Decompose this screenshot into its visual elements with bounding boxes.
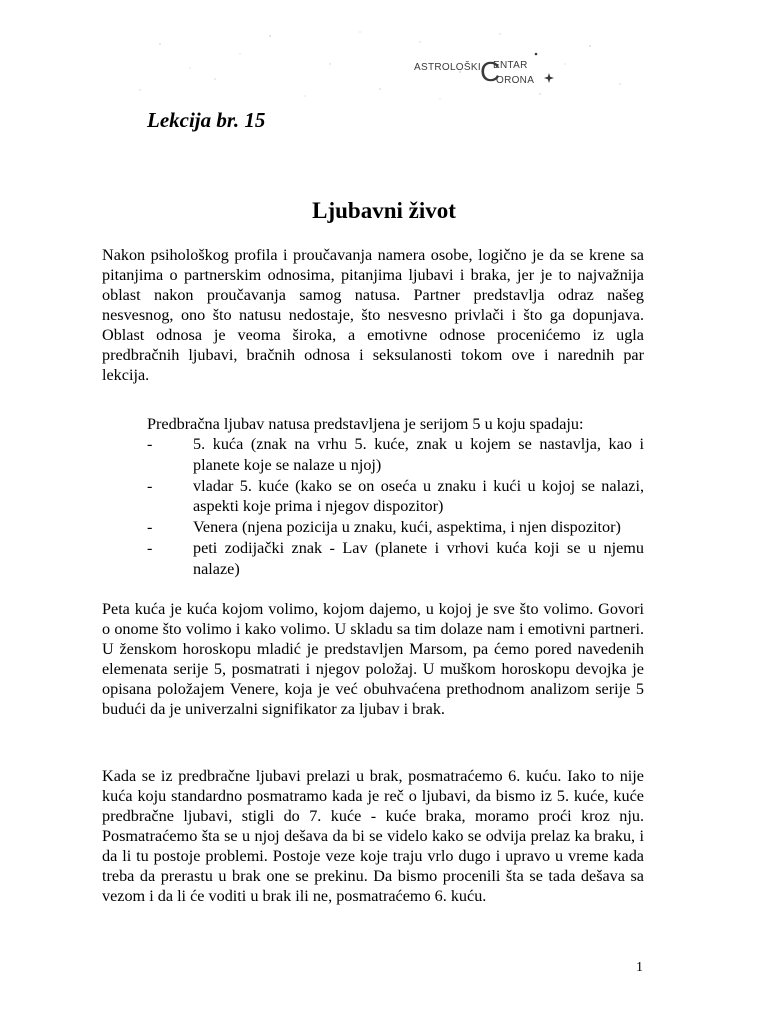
lesson-label: Lekcija br. 15 bbox=[147, 108, 266, 132]
list-item bbox=[147, 538, 644, 580]
list-item-text: 5. kuća (znak na vrhu 5. kuće, znak u kojem se nastavlja, kao i planete koje se nalaze u njoj) bbox=[193, 435, 644, 474]
list-dash: - bbox=[147, 538, 153, 557]
list-dash: - bbox=[147, 518, 153, 537]
paragraph-intro: Nakon psihološkog profila i proučavanja namera osobe, logično je da se krene sa pitanjima o partnerskim odnosima, pitanjima ljubavi i braka, jer je to najvažnija oblast nakon proučavanja samog natusa. Partner predstavlja odraz našeg nesvesnog, ono što natusu nedostaje, što nesvesno privlači i što ga dopunjava. Oblast odnosa je veoma široka, a emotivne odnose procenićemo iz ugla predbračnih ljubavi, bračnih odnosa i seksulanosti tokom ove i narednih par lekcija. bbox=[102, 246, 644, 384]
logo-text-entar: ENTAR bbox=[493, 60, 528, 71]
page-number: 1 bbox=[636, 960, 643, 975]
list-item bbox=[147, 434, 644, 476]
logo-text-orona: ORONA bbox=[496, 75, 535, 86]
logo-big-letter: C bbox=[480, 56, 501, 87]
list-intro: Predbračna ljubav natusa predstavljena je serijom 5 u koju spadaju: bbox=[147, 415, 584, 433]
logo-text-astroloski: ASTROLOŠKI bbox=[414, 62, 481, 73]
star-field-decoration bbox=[120, 24, 648, 106]
list-dash: - bbox=[147, 476, 153, 495]
list-item-text: vladar 5. kuće (kako se on oseća u znaku i kući u kojoj se nalazi, aspekti koje prima i njegov dispozitor) bbox=[193, 476, 644, 516]
list-item-text: Venera (njena pozicija u znaku, kući, aspektima, i njen dispozitor) bbox=[193, 518, 621, 537]
list-item bbox=[147, 476, 644, 518]
paragraph-sixth-house: Kada se iz predbračne ljubavi prelazi u brak, posmatraćemo 6. kuću. Iako to nije kuća koju standardno posmatramo kada je reč o ljubavi, da bismo iz 5. kuće, kuće predbračne ljubavi, stigli do 7. kuće - kuće braka, moramo proći kroz nju. Posmatraćemo šta se u njoj dešava da bi se videlo kako se odvija prelaz ka braku, i da li tu postoje problemi. Postoje veze koje traju vrlo dugo i upravo u vreme kada treba da prerastu u brak one se prekinu. Da bismo procenili šta se tada dešava sa vezom i da li će voditi u brak ili ne, posmatraćemo 6. kuću. bbox=[102, 767, 644, 905]
astroloski-centar-corona-logo bbox=[414, 58, 564, 108]
header-banner bbox=[120, 24, 648, 106]
list-item bbox=[147, 517, 644, 538]
page-title: Ljubavni život bbox=[312, 198, 456, 223]
series-5-list bbox=[147, 434, 644, 580]
logo-dot-icon bbox=[534, 52, 538, 56]
list-item-text: peti zodijački znak - Lav (planete i vrhovi kuća koji se u njemu nalaze) bbox=[193, 538, 644, 578]
list-dash: - bbox=[147, 435, 153, 453]
paragraph-fifth-house: Peta kuća je kuća kojom volimo, kojom dajemo, u kojoj je sve što volimo. Govori o onome što volimo i kako volimo. U skladu sa tim dolaze nam i emotivni partneri. U ženskom horoskopu mladić je predstavljen Marsom, pa ćemo pored navedenih elemenata serije 5, posmatrati i njegov položaj. U muškom horoskopu devojka je opisana položajem Venere, koja je već obuhvaćena prethodnom analizom serije 5 budući da je univerzalni signifikator za ljubav i brak. bbox=[102, 600, 644, 718]
logo-star-icon bbox=[544, 73, 554, 83]
